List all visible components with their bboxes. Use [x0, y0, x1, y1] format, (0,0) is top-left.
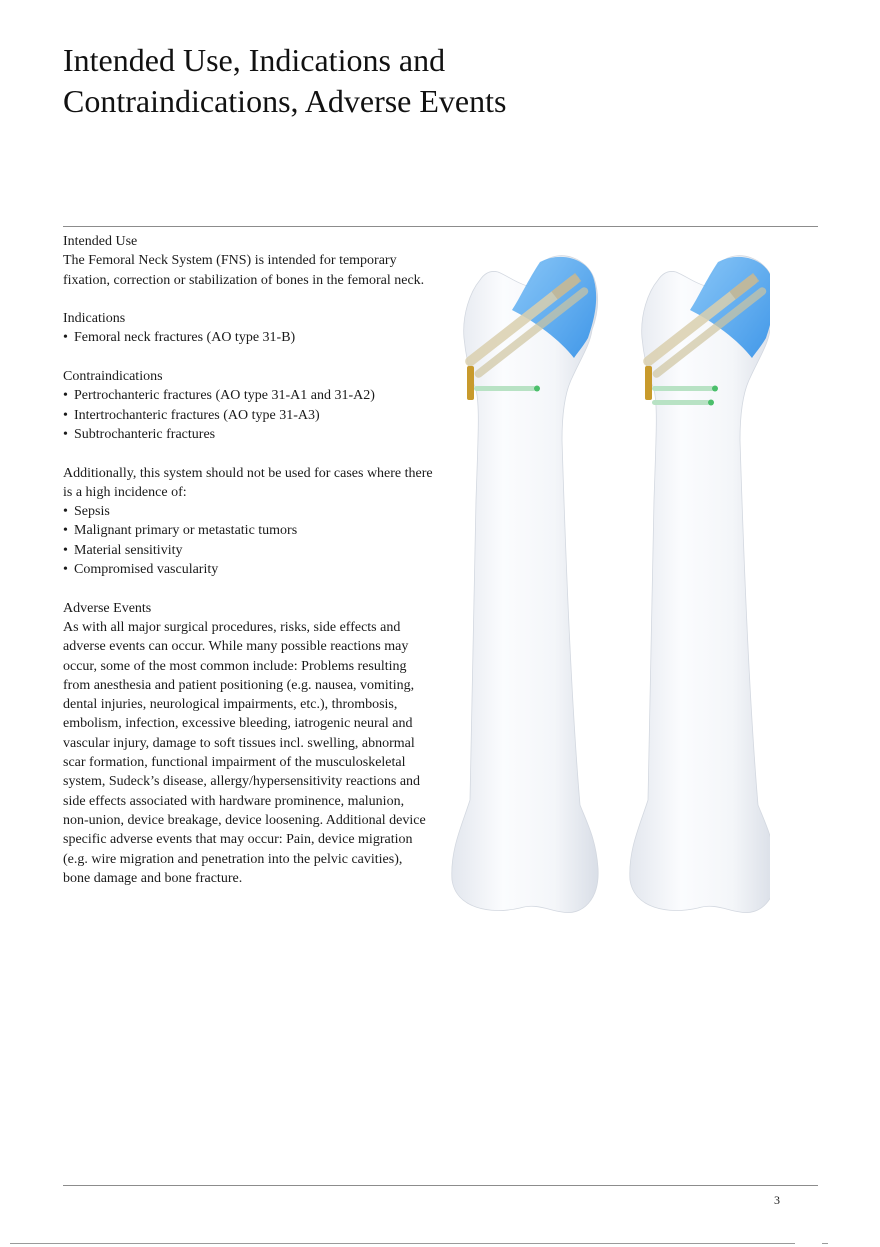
indications-heading: Indications	[63, 311, 126, 327]
top-divider	[63, 226, 818, 227]
list-item: • Material sensitivity	[63, 541, 433, 560]
indications-section	[63, 309, 433, 348]
additional-intro-text: Additionally, this system should not be used for cases where there is a high incidence of:	[63, 465, 433, 500]
contraindications-section	[63, 367, 433, 444]
page-title	[63, 40, 763, 122]
intended-use-text: The Femoral Neck System (FNS) is intended for temporary fixation, correction or stabilization of bones in the femoral neck.	[63, 253, 425, 288]
list-item: • Femoral neck fractures (AO type 31-B)	[63, 328, 433, 347]
contraindications-list	[63, 386, 433, 444]
list-item: • Pertrochanteric fractures (AO type 31-A1 and 31-A2)	[63, 386, 433, 405]
contraindications-heading: Contraindications	[63, 369, 163, 385]
indications-list	[63, 328, 433, 347]
list-item: • Subtrochanteric fractures	[63, 425, 433, 444]
adverse-events-heading: Adverse Events	[63, 600, 152, 616]
footer-edge-line	[10, 1243, 795, 1244]
footer-edge-dash	[822, 1243, 828, 1244]
page-title-line-1: Intended Use, Indications and	[63, 42, 446, 78]
femur-implant-illustration	[440, 240, 770, 930]
intended-use-section	[63, 232, 433, 290]
list-item: • Malignant primary or metastatic tumors	[63, 521, 433, 540]
list-item: • Sepsis	[63, 502, 433, 521]
list-item: • Compromised vascularity	[63, 560, 433, 579]
adverse-events-text: As with all major surgical procedures, risks, side effects and adverse events can occur. While many possible reactions may occur, some of the most common include: Problems resulting from anesthesia and patient positioning (e.g. nausea, vomiting, dental injuries, neurological impairments, etc.), thrombosis, embolism, infection, excessive bleeding, iatrogenic neural and vascular injury, damage to soft tissues incl. swelling, abnormal scar formation, functional impairment of the musculoskeletal system, Sudeck’s disease, allergy/hypersensitivity reactions and side effects associated with hardware prominence, malunion, non-union, device breakage, device loosening. Additional device specific adverse events that may occur: Pain, device migration (e.g. wire migration and penetration into the pelvic cavities), bone damage and bone fracture.	[63, 619, 426, 886]
page-number: 3	[774, 1193, 780, 1207]
content-column	[63, 232, 433, 907]
page-title-line-2: Contraindications, Adverse Events	[63, 83, 507, 119]
bottom-divider	[63, 1185, 818, 1186]
additional-contraindications-list	[63, 502, 433, 579]
intended-use-heading: Intended Use	[63, 234, 138, 249]
additional-contraindications-section	[63, 464, 433, 580]
adverse-events-section	[63, 599, 433, 888]
list-item: • Intertrochanteric fractures (AO type 31-A3)	[63, 406, 433, 425]
